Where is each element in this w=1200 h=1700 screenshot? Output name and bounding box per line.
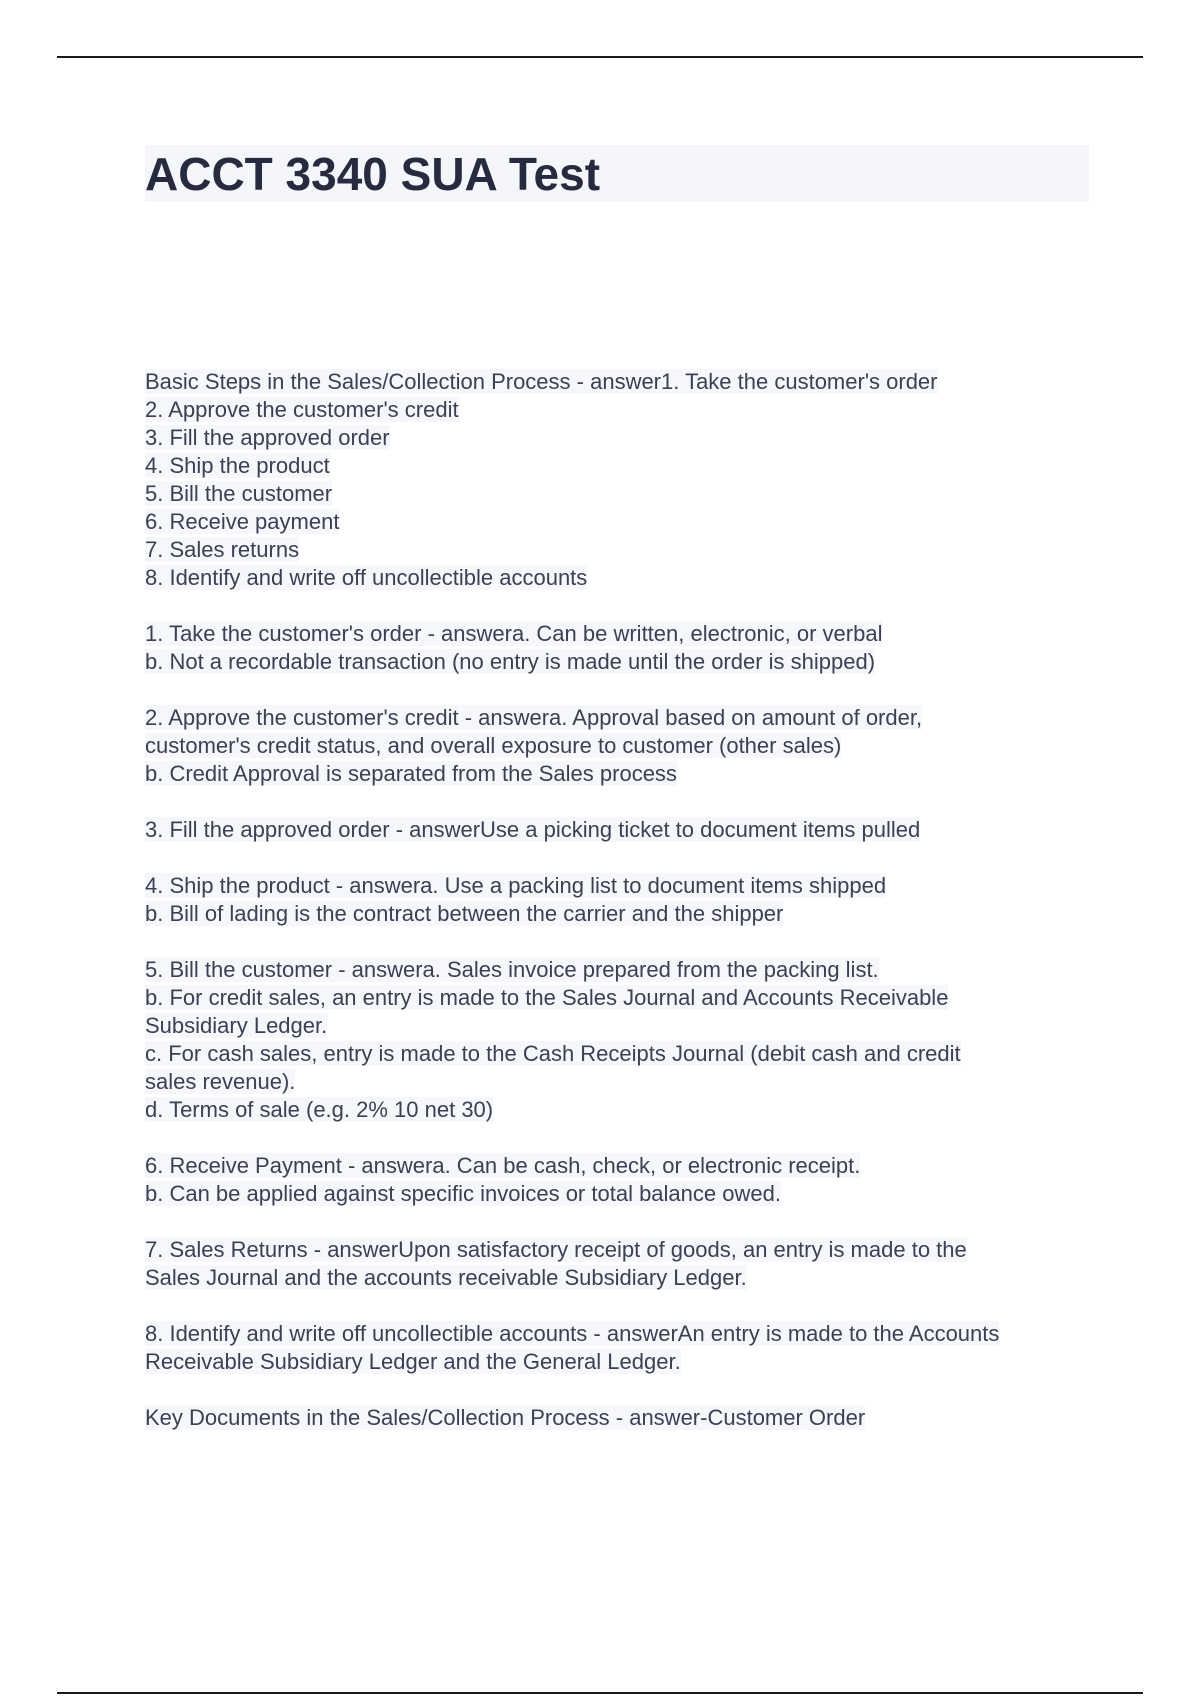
text-line: 8. Identify and write off uncollectible accounts	[145, 565, 588, 590]
text-line: b. Not a recordable transaction (no entry is made until the order is shipped)	[145, 649, 876, 674]
text-line: sales revenue).	[145, 1069, 296, 1094]
qa-block-write-off	[145, 1320, 1105, 1376]
qa-block-take-order	[145, 620, 1105, 676]
document-title: ACCT 3340 SUA Test	[145, 148, 601, 200]
top-rule	[57, 56, 1143, 58]
qa-block-fill-order	[145, 816, 1105, 844]
text-line: 3. Fill the approved order - answerUse a picking ticket to document items pulled	[145, 817, 921, 842]
text-line: 7. Sales Returns - answerUpon satisfactory receipt of goods, an entry is made to the	[145, 1237, 967, 1262]
text-line: 4. Ship the product	[145, 453, 330, 478]
text-line: b. Bill of lading is the contract between the carrier and the shipper	[145, 901, 784, 926]
text-line: c. For cash sales, entry is made to the Cash Receipts Journal (debit cash and credit	[145, 1041, 961, 1066]
text-line: b. Can be applied against specific invoices or total balance owed.	[145, 1181, 781, 1206]
text-line: 4. Ship the product - answera. Use a packing list to document items shipped	[145, 873, 887, 898]
qa-block-key-documents	[145, 1404, 1105, 1432]
text-line: 5. Bill the customer - answera. Sales invoice prepared from the packing list.	[145, 957, 879, 982]
text-line: Subsidiary Ledger.	[145, 1013, 328, 1038]
text-line: 7. Sales returns	[145, 537, 300, 562]
document-body	[145, 368, 1105, 1460]
text-line: 2. Approve the customer's credit - answera. Approval based on amount of order,	[145, 705, 923, 730]
qa-block-bill-customer	[145, 956, 1105, 1124]
qa-block-sales-returns	[145, 1236, 1105, 1292]
text-line: Sales Journal and the accounts receivable Subsidiary Ledger.	[145, 1265, 747, 1290]
text-line: 3. Fill the approved order	[145, 425, 390, 450]
qa-block-basic-steps	[145, 368, 1105, 592]
qa-block-approve-credit	[145, 704, 1105, 788]
text-line: Key Documents in the Sales/Collection Process - answer-Customer Order	[145, 1405, 866, 1430]
text-line: d. Terms of sale (e.g. 2% 10 net 30)	[145, 1097, 494, 1122]
text-line: 6. Receive Payment - answera. Can be cash, check, or electronic receipt.	[145, 1153, 861, 1178]
text-line: Receivable Subsidiary Ledger and the General Ledger.	[145, 1349, 681, 1374]
text-line: 6. Receive payment	[145, 509, 340, 534]
qa-block-receive-payment	[145, 1152, 1105, 1208]
text-line: 8. Identify and write off uncollectible accounts - answerAn entry is made to the Accounts	[145, 1321, 1000, 1346]
text-line: customer's credit status, and overall exposure to customer (other sales)	[145, 733, 842, 758]
text-line: b. Credit Approval is separated from the Sales process	[145, 761, 677, 786]
bottom-rule	[57, 1692, 1143, 1694]
text-line: 5. Bill the customer	[145, 481, 333, 506]
text-line: 2. Approve the customer's credit	[145, 397, 459, 422]
text-line: 1. Take the customer's order - answera. Can be written, electronic, or verbal	[145, 621, 883, 646]
text-line: b. For credit sales, an entry is made to the Sales Journal and Accounts Receivable	[145, 985, 949, 1010]
qa-block-ship-product	[145, 872, 1105, 928]
text-line: Basic Steps in the Sales/Collection Process - answer1. Take the customer's order	[145, 369, 938, 394]
